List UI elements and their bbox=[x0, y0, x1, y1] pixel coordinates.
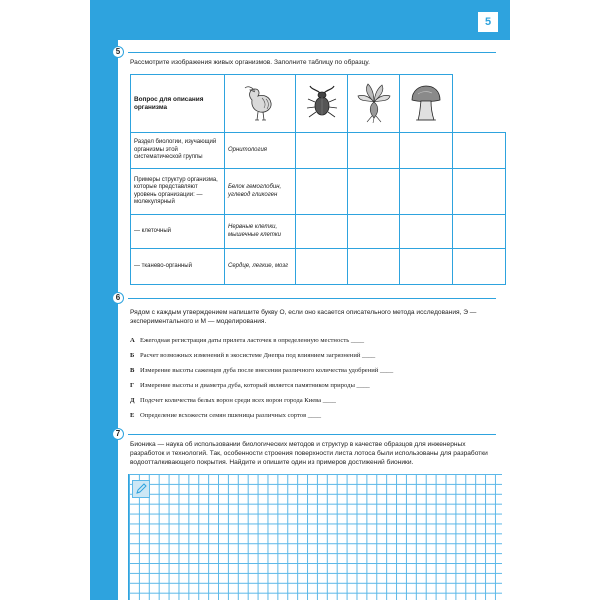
answer-cell[interactable] bbox=[400, 169, 453, 215]
plant-icon bbox=[352, 80, 396, 124]
answer-cell[interactable] bbox=[453, 215, 506, 249]
statement-item bbox=[130, 336, 500, 345]
pencil-icon bbox=[132, 480, 150, 498]
row-example: Белок гемоглобин, углевод гликоген bbox=[225, 169, 296, 215]
answer-cell[interactable] bbox=[400, 249, 453, 285]
statement-item bbox=[130, 351, 500, 360]
top-header-band bbox=[118, 0, 510, 40]
bird-image-cell bbox=[225, 75, 296, 133]
task-6-instruction: Рядом с каждым утверждением напишите букву О, если оно касается описательного метода исследования, Э — экспериментального и М — моделирования. bbox=[130, 309, 477, 325]
task-6-divider bbox=[128, 298, 496, 299]
task-5-instruction: Рассмотрите изображения живых организмов. Заполните таблицу по образцу. bbox=[130, 59, 370, 66]
row-example: Орнитология bbox=[225, 133, 296, 169]
answer-cell[interactable] bbox=[296, 133, 348, 169]
plant-image-cell bbox=[348, 75, 400, 133]
answer-cell[interactable] bbox=[400, 133, 453, 169]
answer-cell[interactable] bbox=[453, 169, 506, 215]
statement-item bbox=[130, 396, 500, 405]
task-7-text: Бионика — наука об использовании биологических методов и структур в качестве образцов для инженерных разработок и технологий. Так, особенности строения поверхности листа лотоса были использованы для разработки водоотталкивающего покрытия. Найдите и опишите один из примеров достижений бионики. bbox=[130, 441, 488, 466]
answer-cell[interactable] bbox=[348, 133, 400, 169]
statement-text[interactable]: Подсчет количества белых ворон среди всех ворон города Киева ____ bbox=[140, 397, 336, 404]
row-question: — тканево-органный bbox=[131, 249, 225, 285]
task-7-divider bbox=[128, 434, 496, 435]
answer-cell[interactable] bbox=[348, 215, 400, 249]
answer-cell[interactable] bbox=[348, 169, 400, 215]
page-number: 5 bbox=[478, 12, 498, 32]
row-example: Нервные клетки, мышечные клетки bbox=[225, 215, 296, 249]
header-question-cell: Вопрос для описания организма bbox=[131, 75, 225, 133]
answer-cell[interactable] bbox=[348, 249, 400, 285]
mushroom-icon bbox=[404, 80, 448, 124]
statement-text[interactable]: Определение всхожести семян пшеницы различных сортов ____ bbox=[140, 412, 322, 419]
table-row bbox=[131, 169, 506, 215]
statement-item bbox=[130, 366, 500, 375]
table-row bbox=[131, 249, 506, 285]
statement-letter: В bbox=[130, 367, 135, 374]
statement-item bbox=[130, 381, 500, 390]
answer-cell[interactable] bbox=[400, 215, 453, 249]
statement-text[interactable]: Ежегодная регистрация даты прилета ласточек в определенную местность ____ bbox=[140, 337, 365, 344]
task-7-number: 7 bbox=[112, 428, 124, 440]
answer-cell[interactable] bbox=[453, 249, 506, 285]
answer-cell[interactable] bbox=[296, 215, 348, 249]
row-question: Примеры структур организма, которые представляют уровень организации: — молекулярный bbox=[131, 169, 225, 215]
statement-letter: Д bbox=[130, 397, 135, 404]
task-6-number: 6 bbox=[112, 292, 124, 304]
statement-text[interactable]: Расчет возможных изменений в экосистеме Днепра под влиянием загрязнений ____ bbox=[140, 352, 376, 359]
answer-cell[interactable] bbox=[453, 133, 506, 169]
answer-grid[interactable] bbox=[128, 474, 502, 600]
answer-cell[interactable] bbox=[296, 169, 348, 215]
task-5-number: 5 bbox=[112, 46, 124, 58]
organisms-table bbox=[130, 74, 506, 285]
table-row bbox=[131, 133, 506, 169]
table-header-row bbox=[131, 75, 506, 133]
row-question: — клеточный bbox=[131, 215, 225, 249]
answer-cell[interactable] bbox=[296, 249, 348, 285]
statement-letter: А bbox=[130, 337, 135, 344]
statement-letter: Б bbox=[130, 352, 135, 359]
workbook-page bbox=[90, 0, 510, 600]
beetle-image-cell bbox=[296, 75, 348, 133]
statement-text[interactable]: Измерение высоты саженцев дуба после внесения различного количества удобрений ____ bbox=[140, 367, 394, 374]
bird-icon bbox=[238, 80, 282, 124]
task-5-divider bbox=[128, 52, 496, 53]
table-row bbox=[131, 215, 506, 249]
row-question: Раздел биологии, изучающий организмы этой систематической группы bbox=[131, 133, 225, 169]
beetle-icon bbox=[300, 80, 344, 124]
statement-letter: Е bbox=[130, 412, 135, 419]
statement-item bbox=[130, 411, 500, 420]
mushroom-image-cell bbox=[400, 75, 453, 133]
statement-text[interactable]: Измерение высоты и диаметра дуба, который является памятником природы ____ bbox=[140, 382, 370, 389]
row-example: Сердце, легкие, мозг bbox=[225, 249, 296, 285]
statement-letter: Г bbox=[130, 382, 135, 389]
